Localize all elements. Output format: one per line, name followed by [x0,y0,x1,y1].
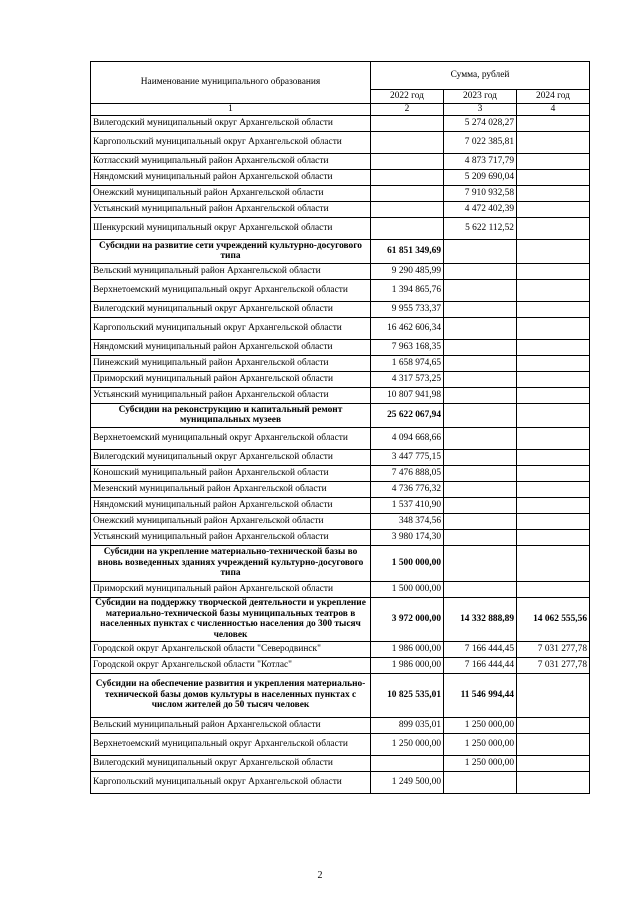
row-value-2024-cell [517,217,590,239]
section-value-2024-cell: 14 062 555,56 [517,597,590,641]
row-value-2022-cell [371,131,444,153]
section-value-2024-cell [517,673,590,717]
section-name-cell: Субсидии на обеспечение развития и укрепления материально-технической базы домов культуры в населенных пунктах с числом жителей до 50 тысяч человек [91,673,371,717]
row-value-2023-cell [444,263,517,279]
row-value-2024-cell [517,169,590,185]
row-value-2022-cell: 1 500 000,00 [371,581,444,597]
row-name-cell: Городской округ Архангельской области "Северодвинск" [91,641,371,657]
section-value-2023-cell: 14 332 888,89 [444,597,517,641]
table-row [91,755,590,771]
table-row [91,427,590,449]
row-name-cell: Вилегодский муниципальный округ Архангельской области [91,755,371,771]
row-name-cell: Няндомский муниципальный район Архангельской области [91,497,371,513]
header-name-column: Наименование муниципального образования [91,62,371,104]
table-row [91,371,590,387]
section-name-cell: Субсидии на укрепление материально-технической базы во вновь возведенных зданиях учреждений культурно-досугового типа [91,545,371,581]
row-name-cell: Вельский муниципальный район Архангельской области [91,717,371,733]
header-sum-label: Сумма, рублей [371,62,590,90]
row-value-2022-cell: 348 374,56 [371,513,444,529]
row-value-2022-cell: 1 658 974,65 [371,355,444,371]
table-row [91,115,590,131]
section-value-2023-cell [444,239,517,263]
row-name-cell: Вельский муниципальный район Архангельской области [91,263,371,279]
row-value-2023-cell: 7 166 444,44 [444,657,517,673]
row-value-2024-cell [517,771,590,793]
row-value-2023-cell: 5 209 690,04 [444,169,517,185]
section-value-2024-cell [517,239,590,263]
row-value-2023-cell [444,513,517,529]
row-value-2023-cell [444,771,517,793]
row-name-cell: Котласский муниципальный район Архангельской области [91,153,371,169]
row-name-cell: Коношский муниципальный район Архангельской области [91,465,371,481]
table-row [91,497,590,513]
table-row [91,169,590,185]
row-name-cell: Приморский муниципальный район Архангельской области [91,581,371,597]
row-name-cell: Каргопольский муниципальный округ Архангельской области [91,771,371,793]
row-value-2022-cell: 899 035,01 [371,717,444,733]
table-row [91,185,590,201]
row-value-2023-cell: 4 873 717,79 [444,153,517,169]
table-row [91,465,590,481]
row-name-cell: Вилегодский муниципальный округ Архангельской области [91,115,371,131]
table-row [91,153,590,169]
budget-table [90,61,590,794]
row-value-2023-cell [444,301,517,317]
row-value-2022-cell [371,169,444,185]
section-row [91,403,590,427]
row-value-2022-cell: 4 317 573,25 [371,371,444,387]
table-row [91,387,590,403]
row-value-2024-cell [517,755,590,771]
row-name-cell: Каргопольский муниципальный округ Архангельской области [91,131,371,153]
row-value-2023-cell [444,387,517,403]
row-value-2024-cell [517,301,590,317]
row-value-2022-cell: 7 476 888,05 [371,465,444,481]
row-value-2024-cell [517,387,590,403]
row-value-2023-cell [444,317,517,339]
row-value-2024-cell [517,481,590,497]
row-value-2022-cell [371,217,444,239]
table-row [91,481,590,497]
row-value-2023-cell: 7 910 932,58 [444,185,517,201]
row-value-2024-cell [517,717,590,733]
section-value-2022-cell: 25 622 067,94 [371,403,444,427]
column-number-2: 2 [371,104,444,116]
section-value-2024-cell [517,403,590,427]
row-value-2022-cell: 7 963 168,35 [371,339,444,355]
row-value-2022-cell [371,115,444,131]
row-value-2022-cell: 1 986 000,00 [371,641,444,657]
row-value-2022-cell [371,201,444,217]
row-value-2024-cell [517,317,590,339]
table-row [91,581,590,597]
row-value-2024-cell [517,185,590,201]
row-value-2024-cell: 7 031 277,78 [517,657,590,673]
row-value-2023-cell [444,465,517,481]
row-value-2022-cell: 9 290 485,99 [371,263,444,279]
row-value-2024-cell [517,449,590,465]
row-value-2022-cell: 1 537 410,90 [371,497,444,513]
row-name-cell: Верхнетоемский муниципальный округ Архангельской области [91,279,371,301]
table-row [91,301,590,317]
row-value-2024-cell [517,371,590,387]
row-value-2024-cell [517,427,590,449]
row-value-2022-cell: 10 807 941,98 [371,387,444,403]
section-value-2024-cell [517,545,590,581]
row-value-2024-cell: 7 031 277,78 [517,641,590,657]
table-row [91,529,590,545]
row-value-2023-cell [444,497,517,513]
table-row [91,339,590,355]
section-name-cell: Субсидии на реконструкцию и капитальный ремонт муниципальных музеев [91,403,371,427]
table-row [91,201,590,217]
row-name-cell: Устьянский муниципальный район Архангельской области [91,201,371,217]
section-name-cell: Субсидии на развитие сети учреждений культурно-досугового типа [91,239,371,263]
header-year-2024: 2024 год [517,90,590,104]
row-value-2023-cell [444,355,517,371]
row-value-2023-cell: 7 022 385,81 [444,131,517,153]
row-value-2022-cell: 3 447 775,15 [371,449,444,465]
row-value-2024-cell [517,279,590,301]
table-row [91,317,590,339]
row-value-2022-cell: 1 249 500,00 [371,771,444,793]
table-row [91,771,590,793]
section-value-2022-cell: 10 825 535,01 [371,673,444,717]
row-value-2024-cell [517,465,590,481]
row-value-2023-cell: 1 250 000,00 [444,733,517,755]
row-value-2022-cell: 1 250 000,00 [371,733,444,755]
row-value-2022-cell: 4 736 776,32 [371,481,444,497]
row-value-2022-cell [371,755,444,771]
row-value-2023-cell: 4 472 402,39 [444,201,517,217]
row-value-2023-cell [444,529,517,545]
section-row [91,545,590,581]
row-value-2024-cell [517,497,590,513]
row-value-2023-cell [444,481,517,497]
row-name-cell: Шенкурский муниципальный округ Архангельской области [91,217,371,239]
row-value-2024-cell [517,115,590,131]
section-row [91,673,590,717]
row-value-2024-cell [517,153,590,169]
table-row [91,355,590,371]
table-row [91,657,590,673]
section-row [91,597,590,641]
row-value-2023-cell [444,581,517,597]
section-value-2022-cell: 3 972 000,00 [371,597,444,641]
row-value-2022-cell [371,185,444,201]
row-value-2024-cell [517,263,590,279]
row-value-2024-cell [517,581,590,597]
section-value-2023-cell [444,403,517,427]
section-value-2022-cell: 61 851 349,69 [371,239,444,263]
section-value-2023-cell [444,545,517,581]
row-name-cell: Онежский муниципальный район Архангельской области [91,513,371,529]
column-number-1: 1 [91,104,371,116]
section-name-cell: Субсидии на поддержку творческой деятельности и укрепление материально-технической базы муниципальных театров в населенных пунктах с численностью населения до 300 тысяч человек [91,597,371,641]
row-value-2024-cell [517,529,590,545]
row-value-2024-cell [517,733,590,755]
table-row [91,717,590,733]
row-value-2023-cell: 5 274 028,27 [444,115,517,131]
row-name-cell: Верхнетоемский муниципальный округ Архангельской области [91,427,371,449]
table-row [91,263,590,279]
section-value-2023-cell: 11 546 994,44 [444,673,517,717]
row-value-2022-cell: 3 980 174,30 [371,529,444,545]
table-row [91,279,590,301]
row-value-2023-cell: 5 622 112,52 [444,217,517,239]
row-value-2023-cell [444,339,517,355]
row-value-2024-cell [517,355,590,371]
row-value-2023-cell [444,427,517,449]
row-value-2023-cell: 1 250 000,00 [444,717,517,733]
row-name-cell: Городской округ Архангельской области "Котлас" [91,657,371,673]
row-name-cell: Мезенский муниципальный район Архангельской области [91,481,371,497]
row-value-2024-cell [517,201,590,217]
row-name-cell: Устьянский муниципальный район Архангельской области [91,529,371,545]
table-row [91,513,590,529]
table-row [91,641,590,657]
row-value-2022-cell: 16 462 606,34 [371,317,444,339]
section-row [91,239,590,263]
row-value-2022-cell: 9 955 733,37 [371,301,444,317]
row-name-cell: Вилегодский муниципальный округ Архангельской области [91,449,371,465]
row-value-2023-cell [444,371,517,387]
table-row [91,131,590,153]
table-row [91,733,590,755]
page-number: 2 [317,870,323,881]
header-year-2023: 2023 год [444,90,517,104]
table-row [91,449,590,465]
row-name-cell: Устьянский муниципальный район Архангельской области [91,387,371,403]
row-value-2024-cell [517,339,590,355]
row-value-2023-cell [444,279,517,301]
row-value-2024-cell [517,513,590,529]
row-name-cell: Онежский муниципальный район Архангельской области [91,185,371,201]
row-value-2022-cell: 1 986 000,00 [371,657,444,673]
row-value-2023-cell [444,449,517,465]
row-value-2022-cell [371,153,444,169]
row-name-cell: Няндомский муниципальный район Архангельской области [91,339,371,355]
column-number-3: 3 [444,104,517,116]
row-name-cell: Каргопольский муниципальный округ Архангельской области [91,317,371,339]
row-name-cell: Няндомский муниципальный район Архангельской области [91,169,371,185]
table-row [91,217,590,239]
row-value-2023-cell: 7 166 444,45 [444,641,517,657]
section-value-2022-cell: 1 500 000,00 [371,545,444,581]
header-year-2022: 2022 год [371,90,444,104]
row-value-2022-cell: 1 394 865,76 [371,279,444,301]
table-body [91,115,590,793]
row-value-2022-cell: 4 094 668,66 [371,427,444,449]
row-value-2024-cell [517,131,590,153]
row-name-cell: Верхнетоемский муниципальный округ Архангельской области [91,733,371,755]
column-number-4: 4 [517,104,590,116]
row-name-cell: Приморский муниципальный район Архангельской области [91,371,371,387]
row-value-2023-cell: 1 250 000,00 [444,755,517,771]
row-name-cell: Пинежский муниципальный район Архангельской области [91,355,371,371]
row-name-cell: Вилегодский муниципальный округ Архангельской области [91,301,371,317]
